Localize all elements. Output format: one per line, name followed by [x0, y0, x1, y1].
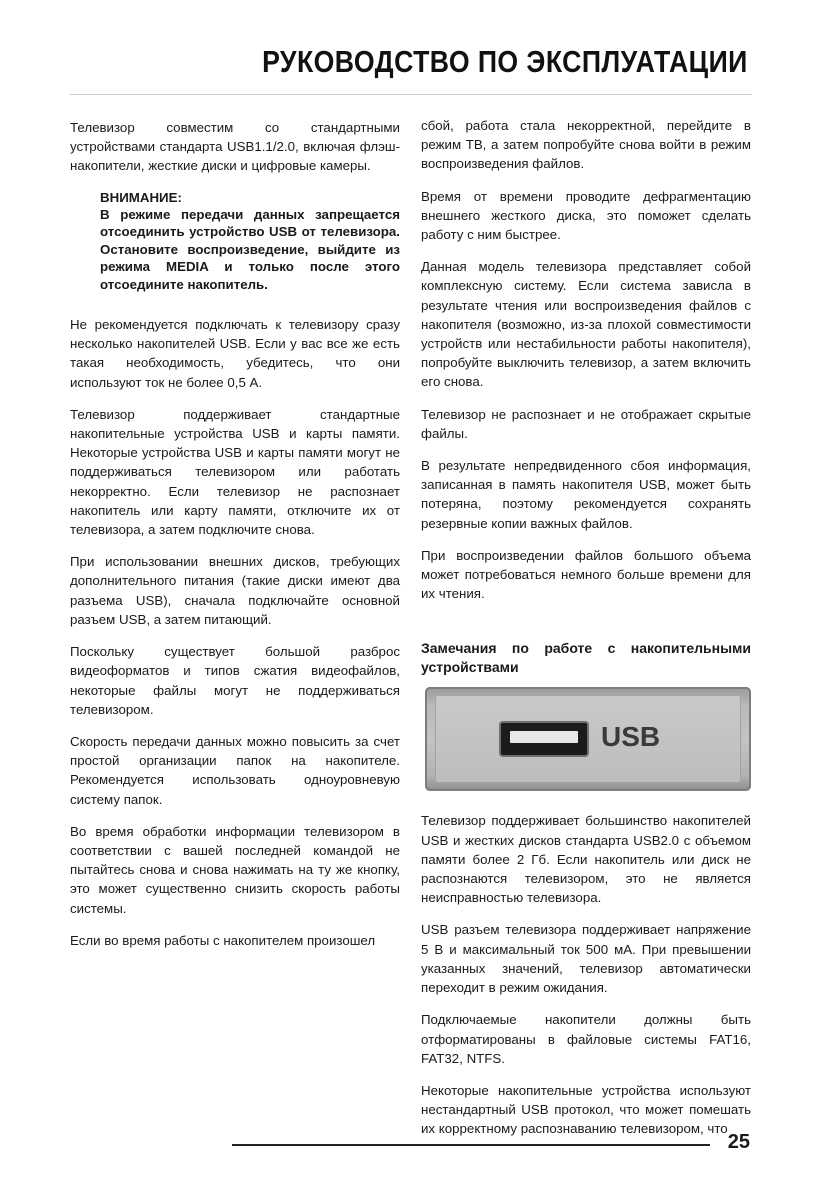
- header-divider: [70, 94, 752, 95]
- usb-panel: [435, 695, 741, 783]
- page-number: 25: [727, 1131, 750, 1153]
- paragraph: Если во время работы с накопителем произошел: [70, 932, 376, 948]
- warning-text: В режиме передачи данных запрещается отсоединить устройство USB от телевизора. Остановите воспроизведение, выйдите из режима MEDIA и только после этого отсоедините накопитель.: [100, 207, 400, 292]
- paragraph: Подключаемые накопители должны быть отформатированы в файловые системы FAT16, FAT32, NTFS.: [421, 1012, 751, 1066]
- paragraph: При воспроизведении файлов большого объема может потребоваться немного больше времени для их чтения.: [421, 547, 751, 602]
- warning-box: [100, 189, 400, 293]
- right-column: [421, 116, 751, 1152]
- paragraph: USB разъем телевизора поддерживает напряжение 5 В и максимальный ток 500 мА. При превышении указанных значений, телевизор автоматически переходит в режим ожидания.: [421, 922, 751, 996]
- warning-title: ВНИМАНИЕ:: [100, 189, 182, 205]
- paragraph: Скорость передачи данных можно повысить за счет простой организации папок на накопителе. Рекомендуется использовать одноуровневую систему папок.: [70, 733, 400, 807]
- paragraph: Не рекомендуется подключать к телевизору сразу несколько накопителей USB. Если у вас все же есть такая необходимость, убедитесь, что они используют ток не более 0,5 А.: [70, 317, 400, 390]
- usb-port-tongue: [510, 731, 578, 743]
- paragraph: Телевизор поддерживает стандартные накопительные устройства USB и карты памяти. Некоторые устройства USB и карты памяти могут не поддерживаться телевизором или работать некорректно. Если телевизор не распознает накопитель или карту памяти, отключите их от телевизора, а затем подключите снова.: [70, 406, 400, 538]
- usb-label: USB: [601, 721, 661, 753]
- paragraph: В результате непредвиденного сбоя информация, записанная в память накопителя USB, может быть потеряна, поэтому рекомендуется сохранять резервные копии важных файлов.: [421, 458, 751, 531]
- paragraph: Телевизор совместим со стандартными устройствами стандарта USB1.1/2.0, включая флэш-накопители, жесткие диски и цифровые камеры.: [70, 120, 400, 174]
- paragraph: сбой, работа стала некорректной, перейдите в режим ТВ, а затем попробуйте снова войти в режим воспроизведения файлов.: [421, 118, 751, 172]
- paragraph: Телевизор не распознает и не отображает скрытые файлы.: [421, 406, 751, 441]
- paragraph: Данная модель телевизора представляет собой комплексную систему. Если система зависла в результате чтения или воспроизведения файлов с накопителя (возможно, из-за плохой совместимости устройств или нестабильности работы накопителя), попробуйте выключить телевизор, а затем включить его снова.: [421, 259, 751, 390]
- section-heading: Замечания по работе с накопительными устройствами: [421, 640, 751, 676]
- paragraph: Во время обработки информации телевизором в соответствии с вашей последней командой не пытайтесь снова и снова нажимать на ту же кнопку, это может существенно снизить скорость работы системы.: [70, 823, 400, 916]
- usb-port-image: [425, 687, 751, 791]
- paragraph: Время от времени проводите дефрагментацию внешнего жесткого диска, это поможет сделать работу с ним быстрее.: [421, 188, 751, 243]
- usb-port-icon: [501, 723, 587, 755]
- paragraph: Поскольку существует большой разброс видеоформатов и типов сжатия видеофайлов, некоторые файлы могут не поддерживаться телевизором.: [70, 644, 400, 717]
- page-title: РУКОВОДСТВО ПО ЭКСПЛУАТАЦИИ: [262, 44, 748, 79]
- paragraph: При использовании внешних дисков, требующих дополнительного питания (такие диски имеют два разъема USB), сначала подключайте основной разъем USB, а затем питающий.: [70, 554, 400, 627]
- footer-divider: [232, 1144, 710, 1146]
- left-column: [70, 118, 400, 963]
- paragraph: Некоторые накопительные устройства используют нестандартный USB протокол, что может помешать их корректному распознаванию телевизором, что: [421, 1082, 751, 1137]
- paragraph: Телевизор поддерживает большинство накопителей USB и жестких дисков стандарта USB2.0 с объемом памяти более 2 Гб. Если накопитель или диск не распознаются телевизором, это не является неисправностью телевизора.: [421, 813, 751, 906]
